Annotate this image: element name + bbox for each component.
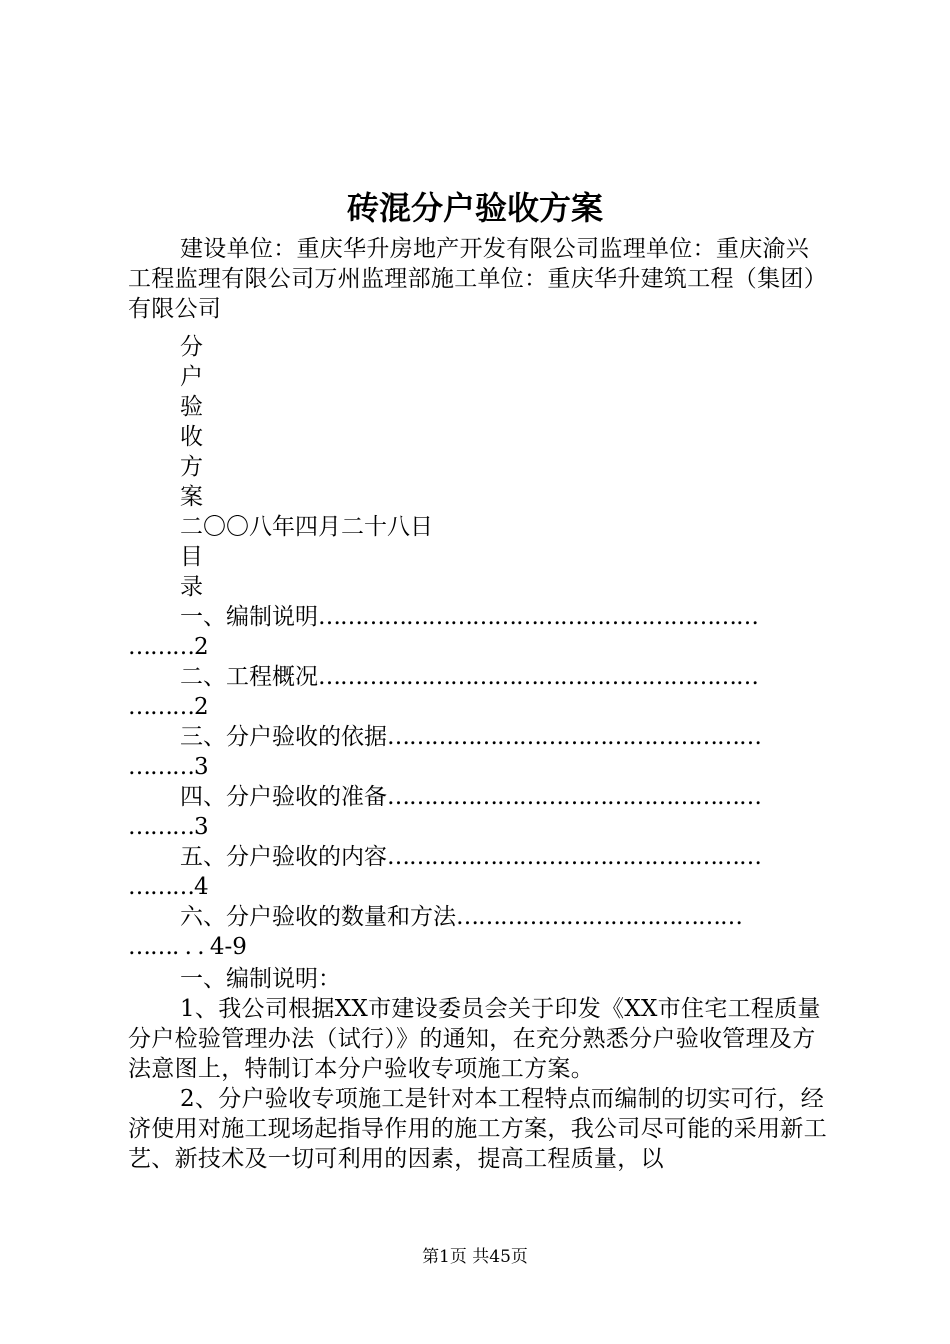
vertical-title-char: 收 [180, 424, 203, 450]
vertical-title-char: 方 [180, 454, 203, 480]
document-title: 砖混分户验收方案 [346, 189, 603, 227]
toc-entry-leader: …………………………………………………… [318, 604, 758, 630]
toc-entry-label: 四、分户验收的准备 [180, 784, 387, 810]
toc-entry-leader: …………………………………………… [387, 724, 761, 750]
toc-entry-label: 五、分户验收的内容 [180, 844, 387, 870]
toc-entry-leader: ………………………………… [456, 904, 742, 930]
toc-entry[interactable] [128, 722, 832, 782]
toc-entry-leader: …………………………………………… [387, 844, 761, 870]
toc-entry-page: 2 [194, 694, 209, 720]
toc-entry-tail: ……… [128, 694, 194, 720]
toc-entry-tail: ……… [128, 634, 194, 660]
toc-entry-page: 4-9 [209, 934, 247, 960]
toc-entry-tail: ……… [128, 814, 194, 840]
page-footer: 第1页 共45页 [422, 1247, 528, 1267]
body-paragraph-text: 2、分户验收专项施工是针对本工程特点而编制的切实可行，经济使用对施工现场起指导作用的施工方案，我公司尽可能的采用新工艺、新技术及一切可利用的因素，提高工程质量，以 [128, 1086, 827, 1172]
toc-entry-label: 三、分户验收的依据 [180, 724, 387, 750]
vertical-title-char: 分 [180, 334, 203, 360]
toc-heading-char: 目 [180, 544, 203, 570]
vertical-title-char: 案 [180, 484, 203, 510]
toc-entry-leader: …………………………………………………… [318, 664, 758, 690]
vertical-title-char: 验 [180, 394, 203, 420]
toc-entry-tail: ……. . . [128, 934, 210, 960]
toc-entry-page: 4 [194, 874, 209, 900]
toc-entry-tail: ……… [128, 754, 194, 780]
vertical-title-char: 户 [180, 364, 203, 390]
toc-heading-char: 录 [180, 574, 203, 600]
section-heading: 一、编制说明： [180, 966, 341, 992]
toc-entry-label: 二、工程概况 [180, 664, 318, 690]
toc-entry[interactable] [128, 842, 832, 902]
toc-entry-page: 3 [194, 754, 209, 780]
intro-text: 建设单位：重庆华升房地产开发有限公司监理单位：重庆渝兴工程监理有限公司万州监理部施工单位：重庆华升建筑工程（集团）有限公司 [128, 236, 827, 322]
toc-entry[interactable] [128, 782, 832, 842]
toc-entry[interactable] [128, 662, 832, 722]
document-date: 二〇〇八年四月二十八日 [180, 514, 433, 540]
toc-entry-leader: …………………………………………… [387, 784, 761, 810]
body-paragraph [128, 994, 832, 1084]
body-paragraph-text: 1、我公司根据XX市建设委员会关于印发《XX市住宅工程质量分户检验管理办法（试行）》的通知，在充分熟悉分户验收管理及方法意图上，特制订本分户验收专项施工方案。 [128, 996, 821, 1082]
toc-entry-label: 六、分户验收的数量和方法 [180, 904, 456, 930]
intro-paragraph [128, 234, 832, 324]
body-paragraph [128, 1084, 832, 1174]
toc-entry[interactable] [128, 902, 832, 962]
toc-entry-label: 一、编制说明 [180, 604, 318, 630]
toc-entry-tail: ……… [128, 874, 194, 900]
toc-entry-page: 2 [194, 634, 209, 660]
toc-entry[interactable] [128, 602, 832, 662]
toc-entry-page: 3 [194, 814, 209, 840]
